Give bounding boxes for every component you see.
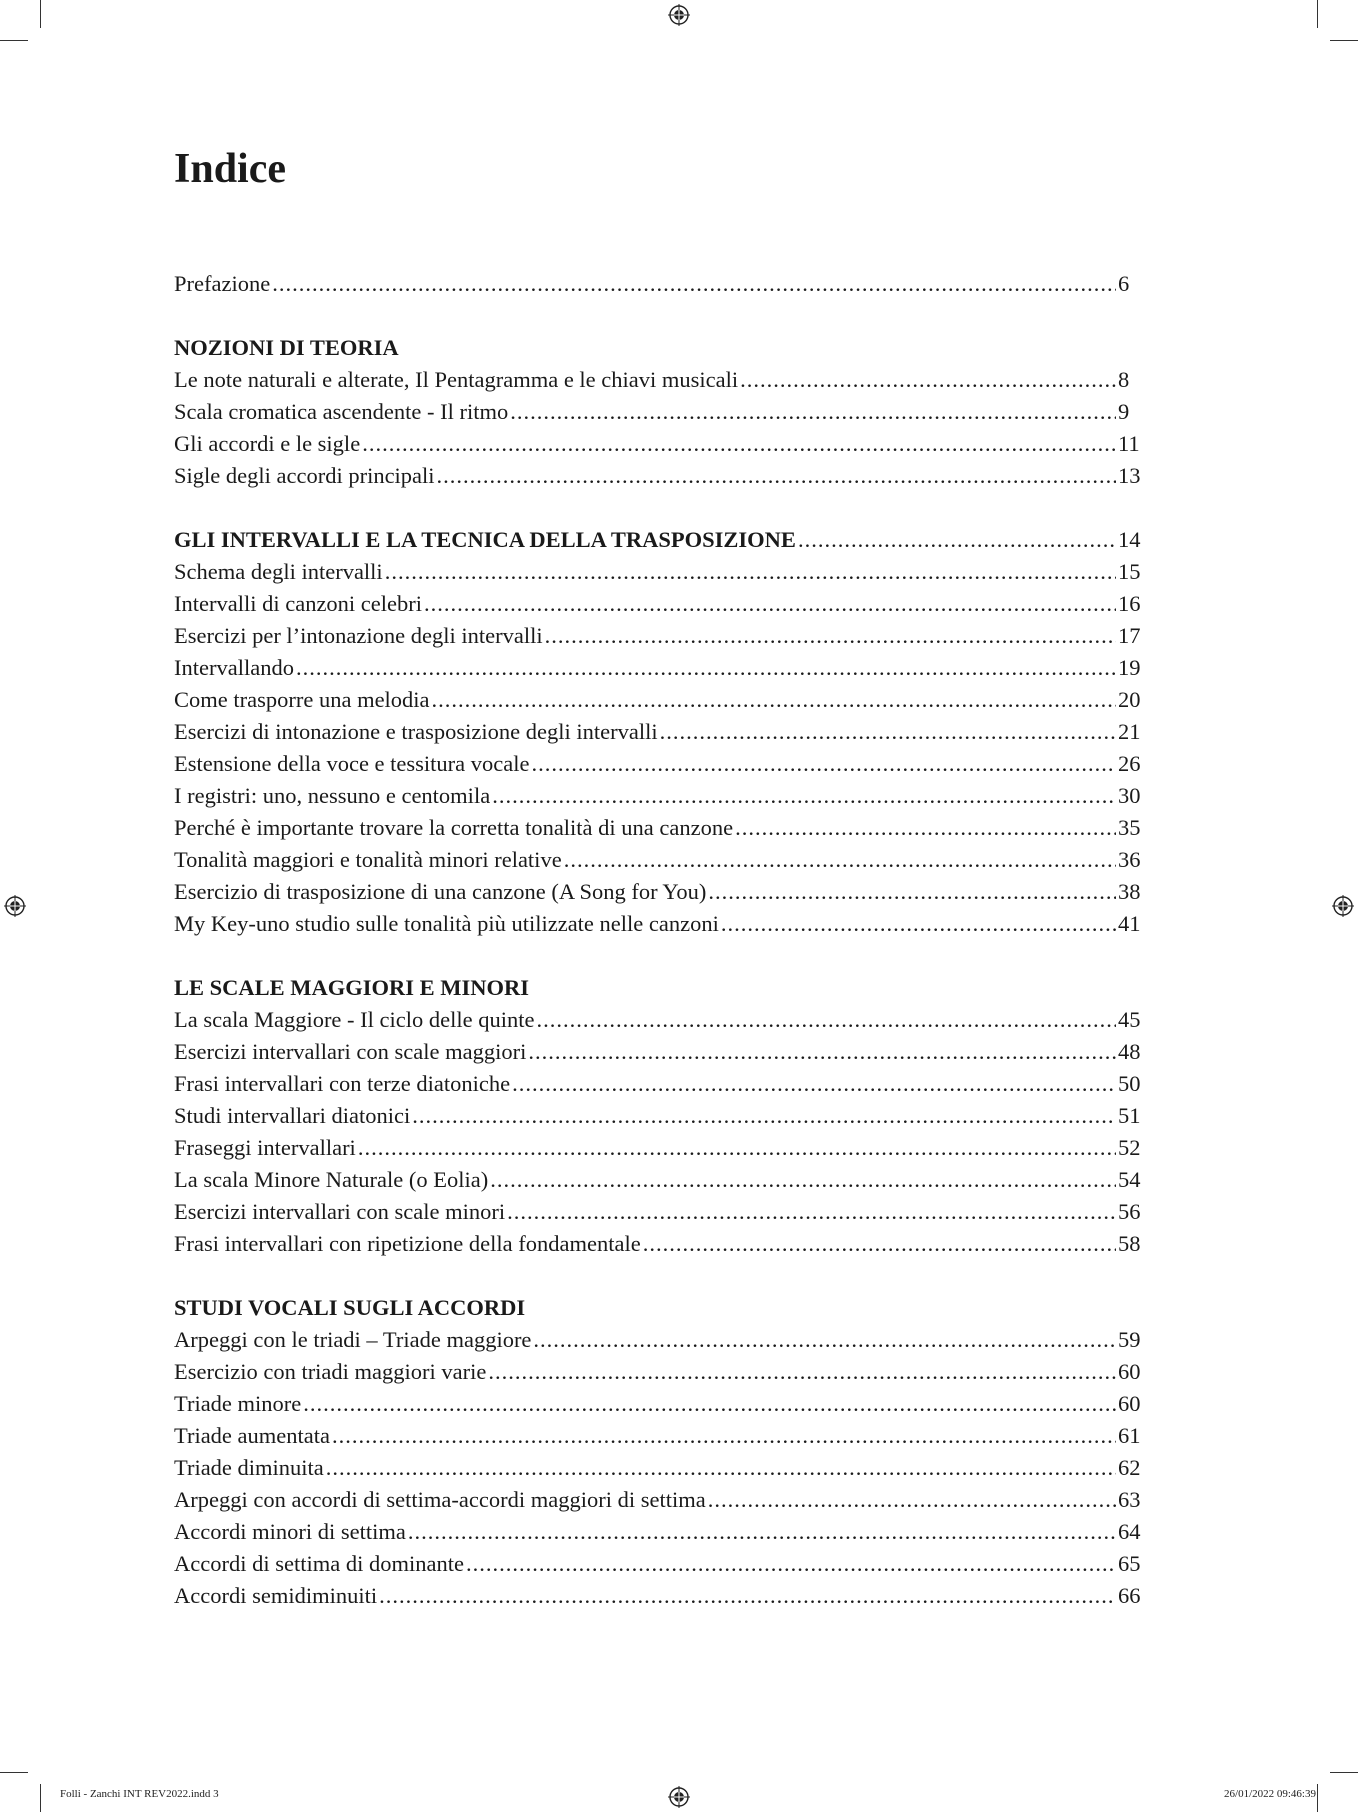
toc-entry[interactable] — [174, 396, 1142, 428]
crop-mark — [0, 40, 28, 41]
toc-leader-dots — [740, 364, 1116, 396]
toc-leader-dots — [708, 876, 1116, 908]
toc-entry[interactable] — [174, 1580, 1142, 1612]
toc-entry-page: 48 — [1118, 1039, 1141, 1064]
crop-mark — [1317, 0, 1318, 28]
toc-entry[interactable] — [174, 748, 1142, 780]
toc-entry-title: Studi intervallari diatonici — [174, 1103, 411, 1128]
toc-entry-title: GLI INTERVALLI E LA TECNICA DELLA TRASPOSIZIONE — [174, 527, 796, 552]
toc-entry-title: Frasi intervallari con ripetizione della fondamentale — [174, 1231, 641, 1256]
toc-entry[interactable] — [174, 588, 1142, 620]
toc-entry[interactable] — [174, 1068, 1142, 1100]
toc-entry[interactable] — [174, 1420, 1142, 1452]
toc-leader-dots — [408, 1516, 1116, 1548]
toc-entry[interactable] — [174, 620, 1142, 652]
toc-entry[interactable] — [174, 876, 1142, 908]
toc-entry-page: 38 — [1118, 879, 1141, 904]
toc-entry-page: 8 — [1118, 367, 1130, 392]
toc-leader-dots — [533, 1324, 1116, 1356]
toc-leader-dots — [488, 1356, 1116, 1388]
toc-entry-page: 50 — [1118, 1071, 1141, 1096]
toc-entry-title: Le note naturali e alterate, Il Pentagramma e le chiavi musicali — [174, 367, 739, 392]
toc-leader-dots — [379, 1580, 1116, 1612]
toc-entry-title: Intervallando — [174, 655, 294, 680]
toc-entry[interactable] — [174, 844, 1142, 876]
toc-entry-page: 58 — [1118, 1231, 1141, 1256]
toc-leader-dots — [721, 908, 1116, 940]
toc-leader-dots — [545, 620, 1116, 652]
toc-entry[interactable] — [174, 428, 1142, 460]
toc-leader-dots — [437, 460, 1116, 492]
toc-entry-page: 62 — [1118, 1455, 1141, 1480]
toc-entry-title: Accordi semidiminuiti — [174, 1583, 378, 1608]
toc-leader-dots — [512, 1068, 1116, 1100]
toc-entry-title: Esercizi intervallari con scale maggiori — [174, 1039, 527, 1064]
crop-mark — [40, 0, 41, 28]
toc-leader-dots — [510, 396, 1116, 428]
toc-entry-page: 60 — [1118, 1391, 1141, 1416]
toc-leader-dots — [296, 652, 1116, 684]
toc-entry-page: 54 — [1118, 1167, 1141, 1192]
toc-leader-dots — [507, 1196, 1116, 1228]
toc-section-heading: NOZIONI DI TEORIA — [174, 335, 399, 360]
toc-entry[interactable] — [174, 1132, 1142, 1164]
toc-entry[interactable] — [174, 1516, 1142, 1548]
toc-entry-title: La scala Minore Naturale (o Eolia) — [174, 1167, 489, 1192]
toc-section — [174, 268, 1142, 300]
toc-entry-page: 45 — [1118, 1007, 1141, 1032]
toc-entry-page: 30 — [1118, 783, 1141, 808]
toc-entry-page: 20 — [1118, 687, 1141, 712]
toc-leader-dots — [412, 1100, 1116, 1132]
toc-entry-title: Scala cromatica ascendente - Il ritmo — [174, 399, 509, 424]
toc-entry[interactable] — [174, 684, 1142, 716]
toc-leader-dots — [708, 1484, 1116, 1516]
toc-entry[interactable] — [174, 1164, 1142, 1196]
toc-entry-title: Triade aumentata — [174, 1423, 330, 1448]
toc-entry-title: La scala Maggiore - Il ciclo delle quinte — [174, 1007, 535, 1032]
toc-section-heading: LE SCALE MAGGIORI E MINORI — [174, 975, 530, 1000]
toc-entry-page: 41 — [1118, 911, 1141, 936]
toc-entry[interactable] — [174, 1196, 1142, 1228]
toc-entry-page: 35 — [1118, 815, 1141, 840]
toc-section-heading: STUDI VOCALI SUGLI ACCORDI — [174, 1295, 526, 1320]
toc-entry-page: 9 — [1118, 399, 1130, 424]
toc-leader-dots — [490, 1164, 1116, 1196]
toc-entry-title: Triade minore — [174, 1391, 302, 1416]
toc-entry-page: 21 — [1118, 719, 1141, 744]
toc-section — [174, 1292, 1142, 1612]
toc-entry-page: 19 — [1118, 655, 1141, 680]
crop-mark — [1330, 40, 1358, 41]
toc-entry-title: Frasi intervallari con terze diatoniche — [174, 1071, 511, 1096]
toc-leader-dots — [332, 1420, 1116, 1452]
toc-entry-page: 66 — [1118, 1583, 1141, 1608]
toc-entry-page: 63 — [1118, 1487, 1141, 1512]
toc-entry[interactable] — [174, 1452, 1142, 1484]
toc-entry[interactable] — [174, 1100, 1142, 1132]
table-of-contents — [174, 268, 1142, 1644]
page-title: Indice — [174, 146, 287, 192]
toc-entry-title: Arpeggi con le triadi – Triade maggiore — [174, 1327, 532, 1352]
toc-entry-title: I registri: uno, nessuno e centomila — [174, 783, 491, 808]
toc-leader-dots — [362, 428, 1116, 460]
toc-section — [174, 524, 1142, 940]
toc-leader-dots — [798, 524, 1116, 556]
toc-entry[interactable] — [174, 1356, 1142, 1388]
toc-entry-title: Come trasporre una melodia — [174, 687, 430, 712]
toc-entry-title: Tonalità maggiori e tonalità minori relative — [174, 847, 562, 872]
toc-entry[interactable] — [174, 1548, 1142, 1580]
toc-entry[interactable] — [174, 1004, 1142, 1036]
toc-leader-dots — [735, 812, 1116, 844]
toc-entry[interactable] — [174, 812, 1142, 844]
toc-entry-title: Accordi di settima di dominante — [174, 1551, 464, 1576]
toc-entry-page: 64 — [1118, 1519, 1141, 1544]
toc-entry[interactable] — [174, 460, 1142, 492]
toc-entry[interactable] — [174, 524, 1142, 556]
toc-entry-page: 15 — [1118, 559, 1141, 584]
toc-leader-dots — [424, 588, 1116, 620]
toc-entry[interactable] — [174, 780, 1142, 812]
toc-leader-dots — [326, 1452, 1116, 1484]
toc-entry[interactable] — [174, 908, 1142, 940]
toc-leader-dots — [432, 684, 1116, 716]
toc-entry-page: 65 — [1118, 1551, 1141, 1576]
registration-mark-icon — [4, 895, 26, 917]
toc-entry-page: 6 — [1118, 271, 1130, 296]
registration-mark-icon — [668, 4, 690, 26]
toc-leader-dots — [385, 556, 1116, 588]
toc-entry-page: 16 — [1118, 591, 1141, 616]
toc-leader-dots — [303, 1388, 1116, 1420]
toc-entry[interactable] — [174, 556, 1142, 588]
toc-section — [174, 332, 1142, 492]
toc-entry-page: 60 — [1118, 1359, 1141, 1384]
toc-entry-title: Esercizi di intonazione e trasposizione degli intervalli — [174, 719, 658, 744]
toc-entry-title: Fraseggi intervallari — [174, 1135, 356, 1160]
toc-entry-page: 59 — [1118, 1327, 1141, 1352]
toc-entry[interactable] — [174, 1036, 1142, 1068]
toc-entry-title: Arpeggi con accordi di settima-accordi maggiori di settima — [174, 1487, 706, 1512]
toc-entry-title: Esercizio con triadi maggiori varie — [174, 1359, 487, 1384]
registration-mark-icon — [1332, 895, 1354, 917]
toc-entry-page: 56 — [1118, 1199, 1141, 1224]
toc-leader-dots — [660, 716, 1116, 748]
toc-leader-dots — [272, 268, 1116, 300]
toc-entry-page: 26 — [1118, 751, 1141, 776]
toc-entry-title: Esercizio di trasposizione di una canzone (A Song for You) — [174, 879, 707, 904]
toc-entry[interactable] — [174, 716, 1142, 748]
toc-entry-title: Schema degli intervalli — [174, 559, 383, 584]
toc-leader-dots — [532, 748, 1117, 780]
toc-entry[interactable] — [174, 652, 1142, 684]
toc-leader-dots — [358, 1132, 1116, 1164]
toc-leader-dots — [466, 1548, 1116, 1580]
toc-entry-page: 14 — [1118, 527, 1141, 552]
crop-mark — [0, 1772, 28, 1773]
toc-entry-page: 52 — [1118, 1135, 1141, 1160]
toc-entry-title: Perché è importante trovare la corretta tonalità di una canzone — [174, 815, 734, 840]
crop-mark — [1317, 1784, 1318, 1812]
toc-entry[interactable] — [174, 1388, 1142, 1420]
toc-section — [174, 972, 1142, 1260]
toc-entry[interactable] — [174, 268, 1142, 300]
toc-entry-page: 11 — [1118, 431, 1140, 456]
toc-entry[interactable] — [174, 1484, 1142, 1516]
toc-entry-page: 13 — [1118, 463, 1141, 488]
registration-mark-icon — [668, 1786, 690, 1808]
toc-entry-title: Esercizi intervallari con scale minori — [174, 1199, 506, 1224]
crop-mark — [40, 1784, 41, 1812]
toc-leader-dots — [492, 780, 1116, 812]
toc-leader-dots — [643, 1228, 1116, 1260]
footer-file-slug: Folli - Zanchi INT REV2022.indd 3 — [60, 1788, 219, 1800]
toc-leader-dots — [564, 844, 1116, 876]
toc-entry-title: Estensione della voce e tessitura vocale — [174, 751, 530, 776]
toc-entry-page: 51 — [1118, 1103, 1141, 1128]
toc-entry[interactable] — [174, 1228, 1142, 1260]
toc-entry[interactable] — [174, 1324, 1142, 1356]
toc-entry-page: 36 — [1118, 847, 1141, 872]
footer-timestamp: 26/01/2022 09:46:39 — [1224, 1788, 1316, 1800]
toc-entry-title: Prefazione — [174, 271, 271, 296]
toc-entry-title: My Key-uno studio sulle tonalità più utilizzate nelle canzoni — [174, 911, 719, 936]
crop-mark — [1330, 1772, 1358, 1773]
toc-entry-page: 17 — [1118, 623, 1141, 648]
toc-entry-title: Intervalli di canzoni celebri — [174, 591, 423, 616]
toc-entry-title: Gli accordi e le sigle — [174, 431, 361, 456]
toc-entry-title: Esercizi per l’intonazione degli intervalli — [174, 623, 543, 648]
toc-entry-title: Sigle degli accordi principali — [174, 463, 435, 488]
toc-entry-page: 61 — [1118, 1423, 1141, 1448]
toc-entry-title: Accordi minori di settima — [174, 1519, 406, 1544]
toc-leader-dots — [528, 1036, 1116, 1068]
toc-leader-dots — [536, 1004, 1116, 1036]
toc-entry[interactable] — [174, 364, 1142, 396]
toc-entry-title: Triade diminuita — [174, 1455, 324, 1480]
